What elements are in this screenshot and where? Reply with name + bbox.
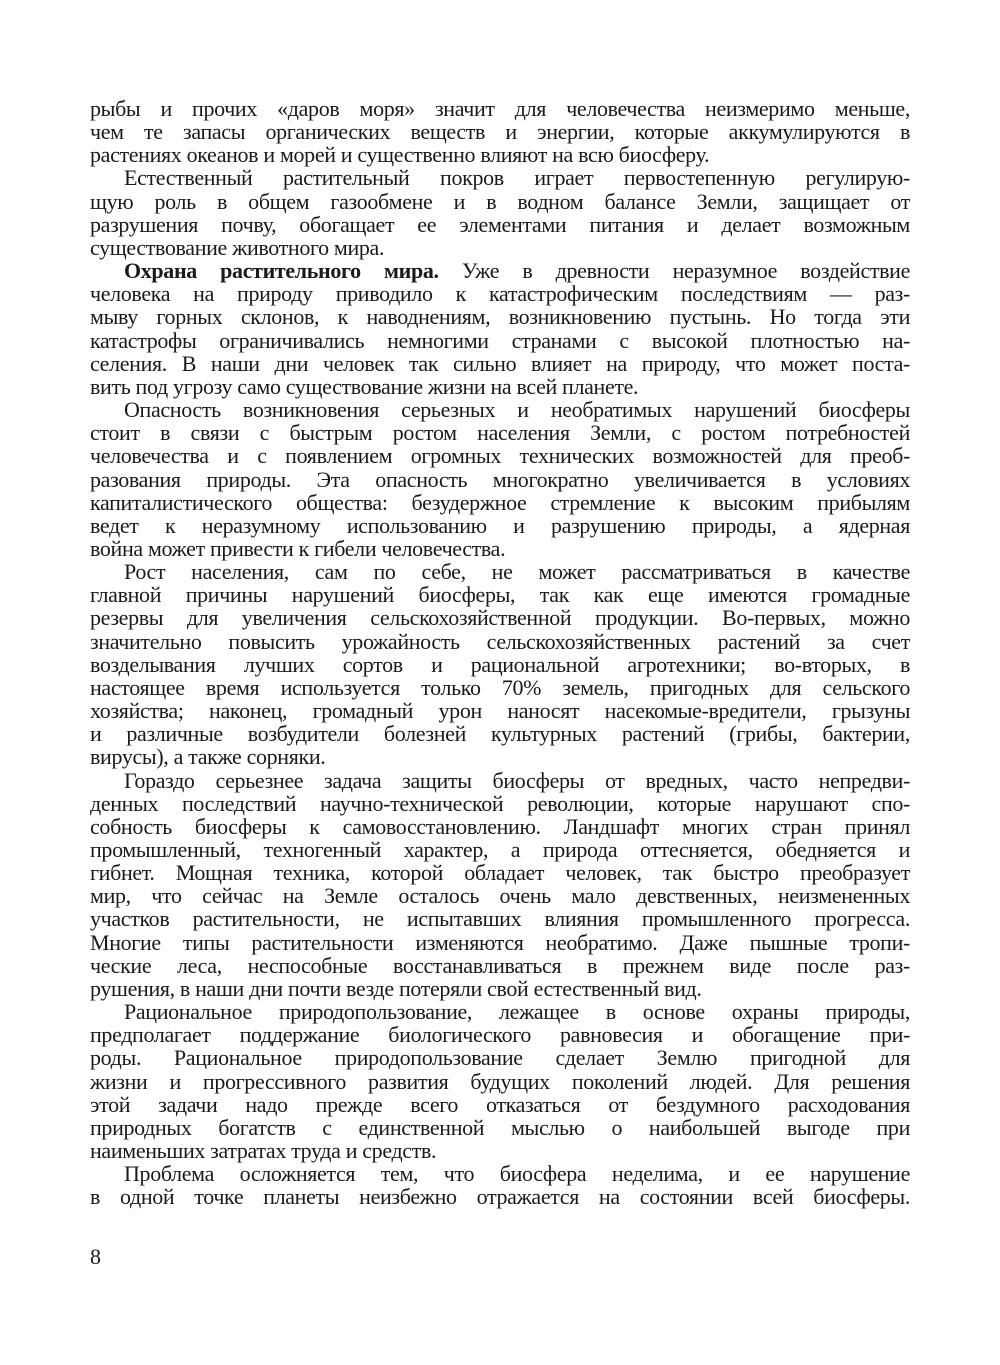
text-line: чем те запасы органических веществ и энергии, которые аккумулируются в [90,119,910,145]
paragraph [90,560,910,768]
text-line: промышленный, техногенный характер, а природа оттесняется, обедняется и [90,837,910,862]
paragraph [90,1000,910,1162]
text-line: растениях океанов и морей и существенно влияют на всю биосферу. [90,142,710,168]
text-line: роды. Рациональное природопользование сделает Землю пригодной для [90,1045,910,1071]
text-line: настоящее время используется только 70% земель, пригодных для сельского [90,674,910,700]
text-line: денных последствий научно-технической революции, которые нарушают спо- [90,790,910,816]
text-line: селения. В наши дни человек так сильно влияет на природу, что может поста- [90,350,910,376]
text-line: вирусы), а также сорняки. [90,744,326,770]
text-line: наименьших затратах труда и средств. [90,1138,437,1164]
text-line: Естественный растительный покров играет первостепенную регулирую- [124,165,910,191]
text-line: в одной точке планеты неизбежно отражается на состоянии всей биосферы. [90,1184,910,1210]
text-line: возделывания лучших сортов и рациональной агротехники; во-вторых, в [90,651,910,677]
text-line: катастрофы ограничивались немногими странами с высокой плотностью на- [90,327,910,353]
text-line: человека на природу приводило к катастрофическим последствиям — раз- [90,281,910,307]
text-line: значительно повысить урожайность сельскохозяйственных растений за счет [90,628,910,654]
text-line: рыбы и прочих «даров моря» значит для человечества неизмеримо меньше, [90,96,910,121]
text-run: Уже в древности неразумное воздействие [438,258,911,284]
text-line: хозяйства; наконец, громадный урон наносят насекомые-вредители, грызуны [90,698,910,724]
text-line: ведет к неразумному использованию и разрушению природы, а ядерная [90,512,910,538]
paragraph [90,166,910,259]
text-line: мыву горных склонов, к наводнениям, возникновению пустынь. Но тогда эти [90,304,910,330]
text-line: существование животного мира. [90,234,385,260]
text-line: щую роль в общем газообмене и в водном балансе Земли, защищает от [90,188,910,214]
text-line: Многие типы растительности изменяются необратимо. Даже пышные тропи- [90,929,910,955]
page-body-text [90,97,910,1209]
text-line: мир, что сейчас на Земле осталось очень мало девственных, неизмененных [90,883,910,909]
text-line: разрушения почву, обогащает ее элементами питания и делает возможным [90,211,910,237]
section-heading: Охрана растительного мира. [124,258,439,284]
text-line: капиталистического общества: безудержное стремление к высоким прибылям [90,489,910,515]
text-line: предполагает поддержание биологического равновесия и обогащение при- [90,1022,910,1048]
text-line: главной причины нарушений биосферы, так как еще имеются громадные [90,582,910,608]
text-line: рушения, в наши дни почти везде потеряли свой естественный вид. [90,975,702,1001]
text-line: Гораздо серьезнее задача защиты биосферы от вредных, часто непредви- [124,767,910,793]
text-line: разования природы. Эта опасность многократно увеличивается в условиях [90,466,910,492]
text-line: собность биосферы к самовосстановлению. Ландшафт многих стран принял [90,813,910,839]
paragraph [90,769,910,1001]
paragraph [90,1162,910,1208]
text-line: Опасность возникновения серьезных и необратимых нарушений биосферы [124,397,910,423]
paragraph [90,97,910,166]
text-line: Рациональное природопользование, лежащее в основе охраны природы, [124,999,910,1025]
text-line: Рост населения, сам по себе, не может рассматриваться в качестве [124,559,910,585]
text-line [90,259,910,282]
text-line: стоит в связи с быстрым ростом населения Земли, с ростом потребностей [90,420,910,446]
text-line: жизни и прогрессивного развития будущих поколений людей. Для решения [90,1068,910,1094]
text-line: гибнет. Мощная техника, которой обладает человек, так быстро преобразует [90,860,910,886]
text-line: и различные возбудители болезней культурных растений (грибы, бактерии, [90,721,910,747]
page-number: 8 [90,1244,101,1269]
text-line: природных богатств с единственной мыслью о наибольшей выгоде при [90,1114,910,1140]
text-line: ческие леса, неспособные восстанавливаться в прежнем виде после раз- [90,952,910,978]
paragraph [90,259,910,398]
text-line: война может привести к гибели человечества. [90,535,506,561]
text-line: Проблема осложняется тем, что биосфера неделима, и ее нарушение [124,1161,910,1187]
text-line: человечества и с появлением огромных технических возможностей для преоб- [90,443,910,469]
text-line: резервы для увеличения сельскохозяйственной продукции. Во-первых, можно [90,605,910,631]
text-line: участков растительности, не испытавших влияния промышленного прогресса. [90,906,910,932]
text-line: вить под угрозу само существование жизни на всей планете. [90,373,639,399]
paragraph [90,398,910,560]
text-line: этой задачи надо прежде всего отказаться от бездумного расходования [90,1091,910,1117]
